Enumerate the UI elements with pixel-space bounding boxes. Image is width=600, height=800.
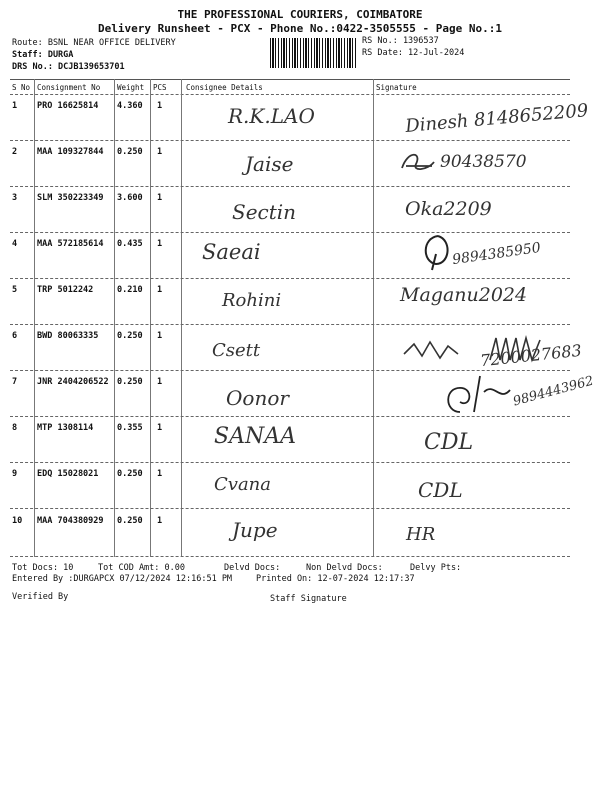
signature-handwriting: 9894385950 <box>451 239 542 269</box>
company-name: THE PROFESSIONAL COURIERS, COIMBATORE <box>177 8 423 21</box>
row-weight: 4.360 <box>117 101 143 111</box>
row-separator <box>10 232 570 233</box>
signature-scribble <box>398 148 438 176</box>
row-sno: 5 <box>12 285 18 295</box>
col-divider <box>373 79 374 557</box>
row-weight: 0.355 <box>117 423 143 433</box>
row-sno: 10 <box>12 516 23 526</box>
row-consignment: JNR 2404206522 <box>37 377 109 387</box>
row-consignment: PRO 16625814 <box>37 101 99 111</box>
signature-handwriting: 7200027683 <box>479 340 583 371</box>
row-separator <box>10 462 570 463</box>
row-consignment: MAA 109327844 <box>37 147 104 157</box>
row-sno: 2 <box>12 147 18 157</box>
signature-handwriting: Oka2209 <box>405 198 492 220</box>
row-sno: 7 <box>12 377 18 387</box>
row-pcs: 1 <box>157 331 163 341</box>
col-header-weight: Weight <box>117 83 145 92</box>
row-pcs: 1 <box>157 193 163 203</box>
row-separator <box>10 508 570 509</box>
signature-handwriting: CDL <box>424 430 474 455</box>
row-sno: 9 <box>12 469 18 479</box>
signature-scribble <box>440 372 520 416</box>
row-sno: 4 <box>12 239 18 249</box>
row-consignment: SLM 350223349 <box>37 193 104 203</box>
signature-handwriting: Dinesh 8148652209 <box>404 100 590 137</box>
col-header-pcs: PCS <box>153 83 167 92</box>
rs-number: RS No.: 1396537 <box>362 36 439 46</box>
staff-signature: Staff Signature <box>270 594 347 604</box>
row-weight: 0.250 <box>117 331 143 341</box>
row-weight: 0.210 <box>117 285 143 295</box>
row-separator <box>10 186 570 187</box>
col-header-sno: S No <box>12 83 31 92</box>
col-header-consignment: Consignment No <box>37 83 101 92</box>
row-sno: 6 <box>12 331 18 341</box>
col-divider <box>181 79 182 557</box>
col-header-signature: Signature <box>376 83 417 92</box>
non-delivered-docs: Non Delvd Docs: <box>306 563 383 573</box>
row-pcs: 1 <box>157 147 163 157</box>
consignee-handwriting: Csett <box>212 340 261 361</box>
row-consignment: MTP 1308114 <box>37 423 94 433</box>
row-separator <box>10 324 570 325</box>
consignee-handwriting: R.K.LAO <box>228 104 315 128</box>
col-divider <box>114 79 115 557</box>
row-pcs: 1 <box>157 101 163 111</box>
row-pcs: 1 <box>157 469 163 479</box>
consignee-handwriting: Rohini <box>222 290 282 311</box>
row-consignment: BWD 80063335 <box>37 331 99 341</box>
row-weight: 0.250 <box>117 469 143 479</box>
consignee-handwriting: Jaise <box>245 152 294 176</box>
row-separator <box>10 416 570 417</box>
signature-handwriting: CDL <box>418 478 463 502</box>
row-sno: 1 <box>12 101 18 111</box>
signature-handwriting: 9894443962 <box>511 373 596 410</box>
rs-date: RS Date: 12-Jul-2024 <box>362 48 465 58</box>
row-consignment: EDQ 15028021 <box>37 469 99 479</box>
row-weight: 3.600 <box>117 193 143 203</box>
row-weight: 0.250 <box>117 516 143 526</box>
route: Route: BSNL NEAR OFFICE DELIVERY <box>12 38 176 48</box>
row-separator <box>10 556 570 557</box>
drs-number: DRS No.: DCJB139653701 <box>12 62 125 72</box>
printed-on: Printed On: 12-07-2024 12:17:37 <box>256 574 415 584</box>
row-consignment: TRP 5012242 <box>37 285 94 295</box>
row-sno: 8 <box>12 423 18 433</box>
row-consignment: MAA 704380929 <box>37 516 104 526</box>
signature-handwriting: 90438570 <box>440 152 527 172</box>
total-cod-amount: Tot COD Amt: 0.00 <box>98 563 185 573</box>
row-pcs: 1 <box>157 239 163 249</box>
verified-by: Verified By <box>12 592 69 602</box>
consignee-handwriting: Jupe <box>232 518 278 542</box>
col-header-consignee: Consignee Details <box>186 83 263 92</box>
consignee-handwriting: Saeai <box>202 240 261 264</box>
row-consignment: MAA 572185614 <box>37 239 104 249</box>
row-separator <box>10 370 570 371</box>
delivery-points: Delvy Pts: <box>410 563 462 573</box>
col-divider <box>34 79 35 557</box>
total-docs: Tot Docs: 10 <box>12 563 74 573</box>
consignee-handwriting: SANAA <box>214 424 296 449</box>
row-pcs: 1 <box>157 377 163 387</box>
row-weight: 0.250 <box>117 147 143 157</box>
row-pcs: 1 <box>157 423 163 433</box>
consignee-handwriting: Cvana <box>214 474 271 495</box>
consignee-handwriting: Sectin <box>232 200 297 224</box>
table-header-divider <box>10 94 570 95</box>
consignee-handwriting: Oonor <box>226 386 289 410</box>
row-separator <box>10 140 570 141</box>
row-pcs: 1 <box>157 285 163 295</box>
row-pcs: 1 <box>157 516 163 526</box>
signature-handwriting: HR <box>406 524 436 545</box>
row-separator <box>10 278 570 279</box>
row-weight: 0.435 <box>117 239 143 249</box>
entered-by: Entered By :DURGAPCX 07/12/2024 12:16:51 PM <box>12 574 233 584</box>
row-weight: 0.250 <box>117 377 143 387</box>
runsheet-subtitle: Delivery Runsheet - PCX - Phone No.:0422-3505555 - Page No.:1 <box>98 22 502 35</box>
delivered-docs: Delvd Docs: <box>224 563 281 573</box>
col-divider <box>150 79 151 557</box>
signature-handwriting: Maganu2024 <box>400 284 528 306</box>
staff: Staff: DURGA <box>12 50 74 60</box>
table-top-border <box>10 79 570 80</box>
barcode <box>270 38 356 68</box>
row-sno: 3 <box>12 193 18 203</box>
